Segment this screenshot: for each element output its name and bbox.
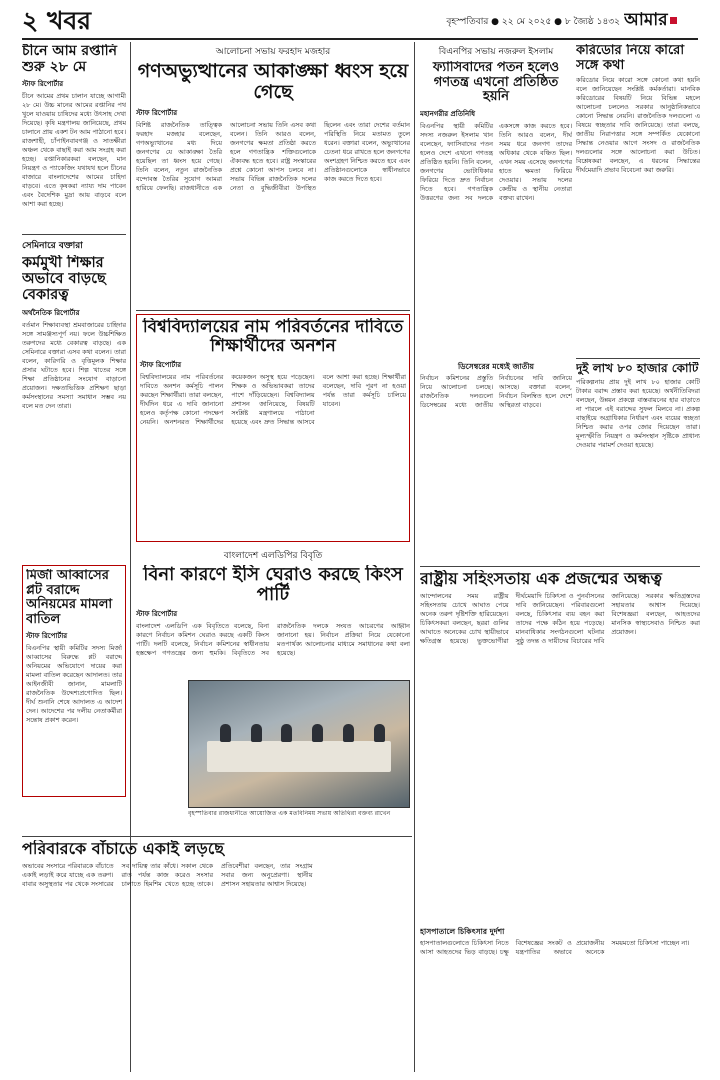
section-rule bbox=[22, 836, 412, 837]
article-body: বিশ্ববিদ্যালয়ের নাম পরিবর্তনের দাবিতে অনশন কর্মসূচি পালন করছেন শিক্ষার্থীরা। তারা বলছেন, দীর্ঘদিন ধরে এ দাবি জানানো হলেও কর্তৃপক্ষ কোনো পদক্ষেপ নেয়নি। অনশনরত শিক্ষার্থীদের কয়েকজন অসুস্থ হয়ে পড়েছেন। শিক্ষক ও অভিভাবকরা তাদের পাশে দাঁড়িয়েছেন। বিশ্ববিদ্যালয় প্রশাসন জানিয়েছে, বিষয়টি সংশ্লিষ্ট মন্ত্রণালয়ে পাঠানো হয়েছে এবং দ্রুত সিদ্ধান্ত আসবে বলে আশা করা হচ্ছে। শিক্ষার্থীরা বলেছেন, দাবি পূরণ না হওয়া পর্যন্ত তারা কর্মসূচি চালিয়ে যাবেন। bbox=[140, 373, 406, 427]
reporter-byline: স্টাফ রিপোর্টার bbox=[140, 360, 182, 370]
headline: দুই লাখ ৮০ হাজার কোটি bbox=[576, 362, 699, 375]
headline: ফ্যাসিবাদের পতন হলেও গণতন্ত্র এখনো প্রতিষ্ঠিত হয়নি bbox=[432, 61, 560, 105]
dateline: বৃহস্পতিবার ● ২২ মে ২০২৫ ● ৮ জ্যৈষ্ঠ ১৪৩২ bbox=[446, 17, 620, 27]
photo-caption: বৃহস্পতিবার রাজধানীতে আয়োজিত এক মতবিনিময় সভায় অতিথিরা বক্তব্য রাখেন bbox=[188, 810, 391, 817]
photo-person-shape bbox=[343, 724, 354, 742]
reporter-byline: স্টাফ রিপোর্টার bbox=[22, 79, 64, 89]
news-photo-meeting bbox=[188, 680, 410, 808]
column-rule bbox=[414, 42, 415, 1072]
article-state-violence-blindness bbox=[420, 570, 700, 1072]
headline: চীনে আম রপ্তানি শুরু ২৮ মে bbox=[22, 44, 118, 75]
reporter-byline: অর্থনৈতিক রিপোর্টার bbox=[22, 307, 80, 317]
section-rule bbox=[576, 358, 700, 359]
headline: কর্মমুখী শিক্ষার অভাবে বাড়ছে বেকারত্ব bbox=[22, 255, 106, 304]
headline: করিডোর নিয়ে কারো সঙ্গে কথা bbox=[576, 44, 685, 73]
article-university-hunger-strike bbox=[136, 314, 410, 542]
article-body: আন্দোলনের সময় রাষ্ট্রীয় সহিংসতায় চোখে আঘাত পেয়ে অনেক তরুণ দৃষ্টিশক্তি হারিয়েছেন। চিকিৎসকরা বলছেন, ছররা গুলির আঘাতে অনেকের চোখ স্থায়ীভাবে ক্ষতিগ্রস্ত হয়েছে। ভুক্তভোগীরা দীর্ঘমেয়াদি চিকিৎসা ও পুনর্বাসনের দাবি জানিয়েছেন। পরিবারগুলো বলছে, চিকিৎসার ব্যয় বহন করা তাদের পক্ষে কঠিন হয়ে পড়েছে। মানবাধিকার সংগঠনগুলো ঘটনার সুষ্ঠু তদন্ত ও দায়ীদের বিচারের দাবি জানিয়েছে। সরকার ক্ষতিগ্রস্তদের সহায়তার আশ্বাস দিয়েছে। বিশেষজ্ঞরা বলছেন, আহতদের মানসিক স্বাস্থ্যসেবাও নিশ্চিত করা প্রয়োজন। bbox=[420, 591, 700, 645]
kicker: বাংলাদেশ এলডিপির বিবৃতি bbox=[223, 551, 323, 561]
article-body-continued: হাসপাতালগুলোতে চিকিৎসা নিতে আসা আহতদের ভিড় বাড়ছে। চক্ষু বিশেষজ্ঞের সংকট ও প্রয়োজনীয় যন্ত্রপাতির অভাবে অনেকে সময়মতো চিকিৎসা পাচ্ছেন না। bbox=[420, 938, 690, 956]
article-body: বিশিষ্ট রাজনৈতিক তাত্ত্বিক ফরহাদ মজহার বলেছেন, গণঅভ্যুত্থানের মধ্য দিয়ে জনগণের যে আকাঙ্ক্ষা তৈরি হয়েছিল তা ধ্বংস হয়ে গেছে। তিনি বলেন, নতুন রাজনৈতিক বন্দোবস্ত তৈরির সুযোগ আমরা হারিয়ে ফেলছি। রাজধানীতে এক আলোচনা সভায় তিনি এসব কথা বলেন। তিনি আরও বলেন, জনগণের ক্ষমতা প্রতিষ্ঠা করতে হলে গণতান্ত্রিক শক্তিগুলোকে ঐক্যবদ্ধ হতে হবে। রাষ্ট্র সংস্কারের প্রশ্নে কোনো আপস চলবে না। সভায় বিভিন্ন রাজনৈতিক দলের নেতা ও বুদ্ধিজীবীরা উপস্থিত ছিলেন এবং তারা দেশের বর্তমান পরিস্থিতি নিয়ে মতামত তুলে ধরেন। বক্তারা বলেন, অভ্যুত্থানের চেতনা ধরে রাখতে হলে জনগণের অংশগ্রহণ নিশ্চিত করতে হবে এবং প্রতিষ্ঠানগুলোকে স্বাধীনভাবে কাজ করতে দিতে হবে। bbox=[136, 120, 410, 192]
article-body: বাংলাদেশ এলডিপি এক বিবৃতিতে বলেছে, বিনা কারণে নির্বাচন কমিশন ঘেরাও করছে একটি কিংস পার্টি। দলটি বলেছে, নির্বাচন কমিশনের স্বাধীনতায় হস্তক্ষেপ গণতন্ত্রের জন্য হুমকি। বিবৃতিতে সব রাজনৈতিক দলকে সংযত আচরণের আহ্বান জানানো হয়। নির্বাচন প্রক্রিয়া নিয়ে যেকোনো মতপার্থক্য আলোচনার মাধ্যমে সমাধানের কথা বলা হয়েছে। bbox=[136, 622, 410, 658]
masthead-square-icon bbox=[670, 17, 677, 24]
article-family-struggle bbox=[22, 840, 412, 1072]
article-uprising-aspiration bbox=[136, 44, 410, 306]
headline: বিশ্ববিদ্যালয়ের নাম পরিবর্তনের দাবিতে শিক্ষার্থীদের অনশন bbox=[142, 318, 404, 357]
kicker: আলোচনা সভায় ফরহাদ মজহার bbox=[215, 47, 331, 57]
photo-person-shape bbox=[312, 724, 323, 742]
reporter-byline: স্টাফ রিপোর্টার bbox=[136, 107, 178, 117]
masthead-logo bbox=[624, 7, 700, 33]
photo-person-shape bbox=[281, 724, 292, 742]
article-body-continued: নির্বাচন কমিশনের প্রস্তুতি নিয়ে আলোচনা চলছে। রাজনৈতিক দলগুলো ডিসেম্বরের মধ্যে জাতীয় নির্বাচনের দাবি জানিয়ে আসছে। বক্তারা বলেন, নির্বাচন বিলম্বিত হলে দেশে অস্থিরতা বাড়বে। bbox=[420, 373, 572, 409]
article-nazrul-islam bbox=[420, 44, 572, 474]
article-ldp-statement bbox=[136, 548, 410, 674]
headline: রাষ্ট্রীয় সহিংসতায় এক প্রজন্মের অন্ধত্ব bbox=[420, 570, 662, 588]
kicker: বিএনপির সভায় নজরুল ইসলাম bbox=[438, 47, 554, 57]
headline: বিনা কারণে ইসি ঘেরাও করছে কিংস পার্টি bbox=[143, 565, 403, 606]
header-rule bbox=[22, 38, 698, 40]
masthead-left: আমার bbox=[624, 10, 668, 30]
kicker: সেমিনারে বক্তারা bbox=[22, 241, 83, 251]
article-corridor bbox=[576, 44, 700, 354]
section-rule bbox=[136, 310, 410, 311]
article-body: বর্তমান শিক্ষাব্যবস্থা শ্রমবাজারের চাহিদার সঙ্গে সামঞ্জস্যপূর্ণ নয়। ফলে উচ্চশিক্ষিত তরুণদের মধ্যে বেকারত্ব বাড়ছে। এক সেমিনারে বক্তারা এসব কথা বলেন। তারা বলেন, কারিগরি ও বৃত্তিমূলক শিক্ষার প্রসার ঘটাতে হবে। শিল্প খাতের সঙ্গে শিক্ষা প্রতিষ্ঠানের সংযোগ বাড়ানো প্রয়োজন। দক্ষতাভিত্তিক প্রশিক্ষণ ছাড়া কর্মসংস্থানের সমস্যা সমাধান সম্ভব নয় বলে মত দেন তারা। bbox=[22, 320, 126, 410]
page-number-label: ২ খবর bbox=[22, 6, 92, 35]
headline: পরিবারকে বাঁচাতে একাই লড়ছে bbox=[22, 840, 224, 858]
article-body: চীনে আমের প্রথম চালান যাচ্ছে আগামী ২৮ মে। উচ্চ মানের আমের রপ্তানির পথ খুলে যাওয়ায় চাষিদের মধ্যে উৎসাহ দেখা দিয়েছে। কৃষি মন্ত্রণালয় জানিয়েছে, প্রথম চালানে প্রায় একশ টন আম পাঠানো হবে। রাজশাহী, চাঁপাইনবাবগঞ্জ ও সাতক্ষীরা অঞ্চল থেকে বাছাই করা আম সংগ্রহ করা হচ্ছে। রপ্তানিকারকরা বলছেন, মান নিয়ন্ত্রণ ও প্যাকেজিং যথাযথ হলে চীনের বাজারে বাংলাদেশের আমের চাহিদা বাড়বে। এতে কৃষকরা ন্যায্য দাম পাবেন এবং বৈদেশিক মুদ্রা আয় বাড়বে বলে আশা করা হচ্ছে। bbox=[22, 92, 126, 209]
article-body: পরিকল্পনায় প্রায় দুই লাখ ৮০ হাজার কোটি টাকার বরাদ্দ প্রস্তাব করা হয়েছে। অর্থনীতিবিদরা বলছেন, উন্নয়ন প্রকল্পে বাস্তবায়নের হার বাড়াতে না পারলে এই বরাদ্দের সুফল মিলবে না। প্রকল্প বাছাইয়ে অগ্রাধিকার নির্ধারণ এবং ব্যয়ের স্বচ্ছতা নিশ্চিত করার ওপর জোর দিয়েছেন তারা। মূল্যস্ফীতি নিয়ন্ত্রণ ও কর্মসংস্থান সৃষ্টিকে প্রাধান্য দেওয়ার পরামর্শ দেওয়া হয়েছে। bbox=[576, 378, 700, 450]
section-rule bbox=[420, 566, 700, 567]
article-mango-export bbox=[22, 44, 126, 230]
reporter-byline: স্টাফ রিপোর্টার bbox=[26, 631, 68, 641]
photo-table-shape bbox=[207, 741, 392, 771]
article-mirza-abbas-case bbox=[22, 565, 126, 797]
article-vocational-education bbox=[22, 238, 126, 558]
headline: গণঅভ্যুত্থানের আকাঙ্ক্ষা ধ্বংস হয়ে গেছে bbox=[137, 61, 409, 104]
photo-person-shape bbox=[374, 724, 385, 742]
subheading: ডিসেম্বরের মধ্যেই জাতীয় bbox=[457, 361, 534, 371]
photo-person-shape bbox=[251, 724, 262, 742]
headline: মির্জা আব্বাসের প্লট বরাদ্দে অনিয়মের মামলা বাতিল bbox=[26, 569, 113, 627]
article-body: বিএনপির স্থায়ী কমিটির সদস্য নজরুল ইসলাম খান বলেছেন, ফ্যাসিবাদের পতন হলেও দেশে এখনো গণতন্ত্র প্রতিষ্ঠিত হয়নি। তিনি বলেন, জনগণের ভোটাধিকার ফিরিয়ে দিতে দ্রুত নির্বাচন দিতে হবে। গণতান্ত্রিক উত্তরণের জন্য সব দলকে একসঙ্গে কাজ করতে হবে। তিনি আরও বলেন, দীর্ঘ সময় ধরে জনগণ তাদের অধিকার থেকে বঞ্চিত ছিল। এখন সময় এসেছে জনগণের হাতে ক্ষমতা ফিরিয়ে দেওয়ার। সভায় দলের কেন্দ্রীয় ও স্থানীয় নেতারা বক্তব্য রাখেন। bbox=[420, 121, 572, 202]
article-body: করিডোর নিয়ে কারো সঙ্গে কোনো কথা হয়নি বলে জানিয়েছেন সংশ্লিষ্ট কর্মকর্তারা। মানবিক করিডোরের বিষয়টি নিয়ে বিভিন্ন মহলে আলোচনা চললেও সরকার আনুষ্ঠানিকভাবে কোনো সিদ্ধান্ত নেয়নি। রাজনৈতিক দলগুলো এ বিষয়ে স্বচ্ছতার দাবি জানিয়েছে। তারা বলছে, জাতীয় নিরাপত্তার সঙ্গে সম্পর্কিত যেকোনো সিদ্ধান্ত নেওয়ার আগে সংসদ ও রাজনৈতিক দলগুলোর সঙ্গে আলোচনা করা উচিত। বিশ্লেষকরা বলছেন, এ ধরনের সিদ্ধান্তের দীর্ঘমেয়াদি প্রভাব বিবেচনা করা জরুরি। bbox=[576, 76, 700, 175]
article-body: বিএনপির স্থায়ী কমিটির সদস্য মির্জা আব্বাসের বিরুদ্ধে প্লট বরাদ্দে অনিয়মের অভিযোগে দায়ের করা মামলা বাতিল করেছেন আদালত। তার আইনজীবী জানান, মামলাটি রাজনৈতিক উদ্দেশ্যপ্রণোদিত ছিল। দীর্ঘ শুনানি শেষে আদালত এ আদেশ দেন। আদেশের পর দলীয় নেতাকর্মীরা সন্তোষ প্রকাশ করেন। bbox=[26, 644, 122, 725]
photo-person-shape bbox=[220, 724, 231, 742]
article-body: অভাবের সংসারে পরিবারকে বাঁচাতে একাই লড়াই করে যাচ্ছে এক তরুণ। বাবার অসুস্থতার পর থেকে সংসারের সব দায়িত্ব তার কাঁধে। সকাল থেকে রাত পর্যন্ত কাজ করেও সংসার চালাতে হিমশিম খেতে হচ্ছে তাকে। প্রতিবেশীরা বলছেন, তার সংগ্রাম সবার জন্য অনুপ্রেরণা। স্থানীয় প্রশাসন সহায়তার আশ্বাস দিয়েছে। bbox=[22, 861, 313, 888]
reporter-byline: মহানগরীর প্রতিনিধি bbox=[420, 108, 476, 118]
article-budget-allocation bbox=[576, 362, 700, 562]
subheading: হাসপাতালে চিকিৎসার দুর্দশা bbox=[420, 926, 505, 936]
reporter-byline: স্টাফ রিপোর্টার bbox=[136, 609, 178, 619]
section-rule bbox=[22, 234, 126, 235]
